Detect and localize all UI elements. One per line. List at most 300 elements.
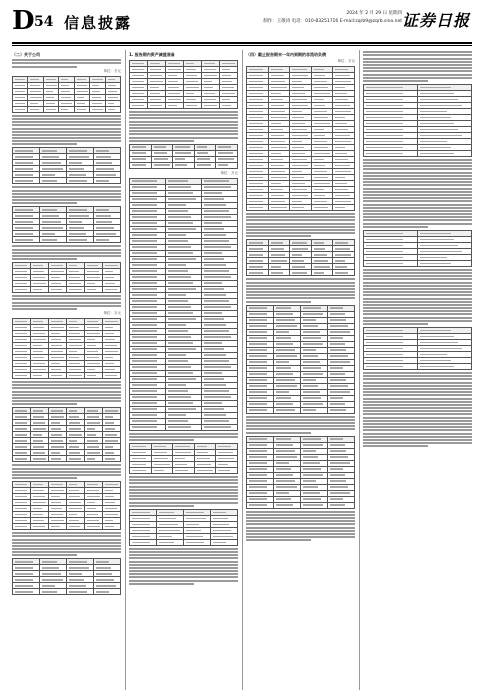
- table-row: [13, 237, 121, 243]
- table-cell: [31, 287, 49, 293]
- table-cell: [13, 524, 31, 530]
- table-cell: [13, 287, 31, 293]
- table-cell: [130, 162, 152, 168]
- text-line: [363, 197, 472, 199]
- text-line: [246, 285, 355, 287]
- text-line: [12, 305, 121, 307]
- table-cell: [364, 260, 418, 266]
- table-cell: [418, 260, 472, 266]
- table-cell: [31, 456, 49, 462]
- data-table: [129, 178, 238, 431]
- text-line: [246, 278, 355, 280]
- text-line: [246, 428, 355, 430]
- table-cell: [49, 524, 67, 530]
- block-title: （二）关于公司: [12, 52, 40, 57]
- table-row: [13, 106, 121, 112]
- text-line: [363, 404, 472, 406]
- table-cell: [247, 502, 274, 508]
- table-cell: [49, 373, 67, 379]
- table-cell: [268, 270, 290, 276]
- text-line: [363, 298, 472, 300]
- table-cell: [74, 106, 89, 112]
- table-cell: [13, 373, 31, 379]
- text-line: [363, 168, 472, 170]
- text-line: [363, 310, 472, 312]
- text-line: [12, 545, 121, 547]
- text-line: [363, 385, 472, 387]
- text-line: [12, 548, 121, 550]
- text-line: [363, 282, 472, 284]
- text-line: [246, 301, 311, 303]
- text-line: [363, 80, 428, 82]
- data-table: [12, 407, 121, 462]
- table-cell: [202, 424, 238, 430]
- table-cell: [247, 407, 274, 413]
- table-cell: [418, 364, 472, 370]
- text-line: [363, 269, 472, 271]
- table-cell: [290, 270, 312, 276]
- text-line: [12, 468, 121, 470]
- text-line: [12, 121, 121, 123]
- table-cell: [105, 106, 120, 112]
- text-line: [129, 482, 238, 484]
- text-line: [12, 397, 121, 399]
- text-line: [363, 175, 472, 177]
- table-cell: [31, 524, 49, 530]
- text-line: [363, 64, 472, 66]
- table-cell: [151, 468, 173, 474]
- table-row: [13, 456, 121, 462]
- data-table: [363, 230, 472, 267]
- table-cell: [13, 106, 28, 112]
- text-line: [246, 291, 355, 293]
- table-cell: [130, 468, 152, 474]
- text-line: [12, 252, 121, 254]
- text-line: [363, 200, 472, 202]
- text-line: [363, 58, 472, 60]
- text-line: [363, 433, 472, 435]
- text-line: [246, 419, 355, 421]
- table-cell: [85, 524, 103, 530]
- text-line: [12, 539, 121, 541]
- text-line: [129, 502, 238, 504]
- table-row: [130, 103, 238, 109]
- text-line: [12, 134, 121, 136]
- text-line: [363, 429, 472, 431]
- text-line: [129, 114, 238, 116]
- table-cell: [333, 205, 355, 211]
- text-line: [12, 140, 121, 142]
- table-cell: [220, 103, 238, 109]
- text-line: [12, 249, 121, 251]
- text-line: [12, 474, 121, 476]
- text-line: [12, 62, 121, 64]
- table-cell: [274, 407, 301, 413]
- text-line: [12, 196, 121, 198]
- data-table: [129, 60, 238, 109]
- text-line: [246, 282, 355, 284]
- table-cell: [13, 178, 40, 184]
- text-line: [363, 184, 472, 186]
- text-line: [363, 301, 472, 303]
- table-cell: [13, 237, 40, 243]
- table-cell: [94, 589, 121, 595]
- text-line: [363, 382, 472, 384]
- text-line: [12, 471, 121, 473]
- text-line: [12, 258, 77, 260]
- data-table: [363, 84, 472, 157]
- masthead: [12, 6, 472, 42]
- text-line: [363, 401, 472, 403]
- table-row: [13, 178, 121, 184]
- table-cell: [94, 237, 121, 243]
- text-line: [363, 423, 472, 425]
- table-cell: [13, 456, 31, 462]
- table-cell: [194, 162, 216, 168]
- text-line: [12, 128, 121, 130]
- text-line: [12, 542, 121, 544]
- table-cell: [184, 103, 202, 109]
- table-cell: [364, 364, 418, 370]
- data-table: [12, 206, 121, 243]
- table-cell: [328, 502, 355, 508]
- text-line: [246, 520, 355, 522]
- table-cell: [90, 106, 105, 112]
- text-line: [129, 548, 238, 550]
- text-line: [363, 372, 472, 374]
- text-line: [12, 124, 121, 126]
- block-title: （四）截止报告期末一年内到期的非流动负债: [246, 52, 326, 57]
- text-line: [129, 127, 238, 129]
- unit-note: 单位：万元: [103, 68, 121, 73]
- text-line: [12, 387, 121, 389]
- text-line: [129, 570, 238, 572]
- text-line: [12, 131, 121, 133]
- data-table: [12, 481, 121, 530]
- text-line: [363, 74, 472, 76]
- text-line: [12, 464, 121, 466]
- text-line: [246, 514, 355, 516]
- data-table: [12, 318, 121, 379]
- text-line: [12, 532, 121, 534]
- table-cell: [59, 106, 74, 112]
- table-cell: [40, 178, 67, 184]
- text-line: [129, 561, 238, 563]
- text-line: [129, 137, 238, 139]
- text-line: [12, 403, 77, 405]
- table-cell: [49, 456, 67, 462]
- table-row: [247, 205, 355, 211]
- text-line: [12, 186, 121, 188]
- text-line: [12, 302, 121, 304]
- table-cell: [40, 589, 67, 595]
- data-table: [129, 144, 238, 169]
- text-line: [363, 172, 472, 174]
- header-rule-thin: [12, 45, 472, 46]
- text-line: [363, 210, 472, 212]
- table-row: [130, 424, 238, 430]
- text-line: [129, 433, 238, 435]
- table-cell: [148, 103, 166, 109]
- text-line: [363, 223, 472, 225]
- text-line: [246, 288, 355, 290]
- text-line: [363, 291, 472, 293]
- text-line: [246, 213, 355, 215]
- text-line: [246, 530, 355, 532]
- table-cell: [67, 373, 85, 379]
- header-rule: [12, 42, 472, 44]
- table-row: [364, 150, 472, 156]
- table-row: [13, 524, 121, 530]
- text-line: [246, 226, 355, 228]
- table-cell: [184, 539, 211, 545]
- column-4: [363, 50, 472, 690]
- text-line: [129, 486, 238, 488]
- text-line: [363, 272, 472, 274]
- text-line: [363, 436, 472, 438]
- text-line: [363, 191, 472, 193]
- table-cell: [311, 205, 333, 211]
- text-line: [12, 381, 121, 383]
- text-line: [363, 194, 472, 196]
- date-line: 2024 年 2 月 29 日 星期四: [346, 11, 402, 16]
- data-table: [12, 76, 121, 113]
- text-line: [246, 432, 311, 434]
- text-line: [363, 188, 472, 190]
- text-line: [246, 223, 355, 225]
- data-table: [246, 66, 355, 211]
- text-line: [246, 539, 311, 541]
- table-cell: [274, 502, 301, 508]
- text-line: [129, 133, 238, 135]
- text-line: [246, 294, 355, 296]
- text-line: [363, 278, 472, 280]
- text-line: [129, 557, 238, 559]
- text-line: [363, 439, 472, 441]
- text-line: [129, 580, 238, 582]
- text-line: [246, 523, 355, 525]
- newspaper-logo: 证券日报: [401, 11, 470, 30]
- text-line: [363, 378, 472, 380]
- table-cell: [151, 162, 173, 168]
- text-line: [246, 533, 355, 535]
- text-line: [12, 245, 121, 247]
- table-row: [130, 468, 238, 474]
- column-divider: [359, 50, 360, 690]
- text-line: [129, 492, 238, 494]
- text-line: [12, 202, 77, 204]
- text-line: [12, 384, 121, 386]
- table-cell: [211, 539, 238, 545]
- text-line: [246, 511, 355, 513]
- text-line: [246, 416, 355, 418]
- table-cell: [103, 524, 121, 530]
- table-row: [247, 407, 355, 413]
- text-line: [129, 476, 238, 478]
- text-line: [12, 535, 121, 537]
- table-cell: [28, 106, 43, 112]
- table-cell: [301, 502, 328, 508]
- text-line: [129, 111, 238, 113]
- table-cell: [216, 468, 238, 474]
- text-line: [363, 294, 472, 296]
- text-line: [363, 410, 472, 412]
- table-cell: [67, 524, 85, 530]
- table-cell: [166, 103, 184, 109]
- table-cell: [130, 424, 166, 430]
- text-line: [246, 235, 311, 237]
- text-line: [363, 288, 472, 290]
- data-table: [129, 443, 238, 474]
- text-line: [129, 495, 238, 497]
- data-table: [246, 239, 355, 276]
- unit-note: 单位：万元: [103, 311, 121, 316]
- text-line: [12, 143, 77, 145]
- table-cell: [333, 270, 355, 276]
- text-line: [363, 275, 472, 277]
- table-row: [13, 373, 121, 379]
- text-line: [12, 193, 121, 195]
- text-line: [12, 308, 77, 310]
- text-line: [129, 583, 194, 585]
- text-line: [12, 551, 121, 553]
- text-line: [363, 181, 472, 183]
- table-cell: [43, 106, 58, 112]
- section-title: 信息披露: [64, 14, 133, 32]
- table-cell: [85, 287, 103, 293]
- table-cell: [85, 373, 103, 379]
- text-line: [12, 137, 121, 139]
- table-cell: [40, 237, 67, 243]
- text-line: [363, 426, 472, 428]
- table-cell: [94, 178, 121, 184]
- text-line: [129, 130, 238, 132]
- text-line: [363, 178, 472, 180]
- page-number: 54: [34, 14, 54, 30]
- text-line: [12, 199, 121, 201]
- text-line: [129, 124, 238, 126]
- text-line: [12, 190, 121, 192]
- text-line: [246, 536, 355, 538]
- table-cell: [67, 589, 94, 595]
- column-divider: [242, 50, 243, 690]
- text-line: [12, 477, 77, 479]
- text-line: [12, 118, 121, 120]
- table-cell: [67, 456, 85, 462]
- text-line: [363, 61, 472, 63]
- table-cell: [290, 205, 312, 211]
- text-line: [363, 54, 472, 56]
- table-cell: [157, 539, 184, 545]
- text-line: [363, 304, 472, 306]
- text-line: [363, 442, 472, 444]
- text-line: [129, 121, 238, 123]
- text-line: [246, 219, 355, 221]
- table-cell: [103, 373, 121, 379]
- text-line: [12, 59, 121, 61]
- data-table: [12, 147, 121, 184]
- table-cell: [194, 468, 216, 474]
- text-line: [12, 115, 121, 117]
- table-cell: [67, 287, 85, 293]
- table-cell: [173, 468, 195, 474]
- text-line: [246, 232, 355, 234]
- text-line: [12, 298, 121, 300]
- text-line: [12, 394, 121, 396]
- text-line: [363, 67, 472, 69]
- data-table: [246, 305, 355, 414]
- text-line: [363, 162, 472, 164]
- text-line: [363, 320, 472, 322]
- column-2: [129, 50, 238, 690]
- text-line: [12, 295, 121, 297]
- section-letter: D: [12, 6, 34, 36]
- table-cell: [173, 162, 195, 168]
- text-line: [12, 66, 77, 68]
- column-1: [12, 50, 121, 690]
- text-line: [12, 255, 121, 257]
- column-divider: [125, 50, 126, 690]
- table-row: [130, 162, 238, 168]
- table-cell: [31, 373, 49, 379]
- table-cell: [328, 407, 355, 413]
- text-line: [363, 417, 472, 419]
- table-cell: [67, 178, 94, 184]
- text-line: [363, 413, 472, 415]
- text-line: [129, 436, 238, 438]
- table-cell: [268, 205, 290, 211]
- text-line: [363, 159, 472, 161]
- table-cell: [364, 150, 418, 156]
- table-cell: [301, 407, 328, 413]
- text-line: [129, 554, 238, 556]
- text-line: [363, 391, 472, 393]
- column-3: [246, 50, 355, 690]
- data-table: [12, 558, 121, 595]
- text-line: [363, 204, 472, 206]
- text-line: [129, 564, 238, 566]
- text-line: [12, 391, 121, 393]
- table-cell: [311, 270, 333, 276]
- text-line: [246, 527, 355, 529]
- text-line: [363, 213, 472, 215]
- text-line: [246, 425, 355, 427]
- text-line: [363, 375, 472, 377]
- table-row: [247, 502, 355, 508]
- table-cell: [166, 424, 202, 430]
- text-line: [363, 226, 428, 228]
- data-table: [363, 327, 472, 370]
- table-row: [13, 287, 121, 293]
- data-table: [129, 509, 238, 546]
- text-line: [363, 165, 472, 167]
- text-line: [246, 297, 355, 299]
- text-line: [363, 394, 472, 396]
- table-cell: [85, 456, 103, 462]
- text-line: [12, 554, 77, 556]
- text-line: [129, 567, 238, 569]
- text-line: [129, 489, 238, 491]
- text-line: [363, 70, 472, 72]
- table-cell: [49, 287, 67, 293]
- text-line: [129, 479, 238, 481]
- text-line: [363, 51, 472, 53]
- text-line: [363, 207, 472, 209]
- table-row: [247, 270, 355, 276]
- text-line: [129, 505, 194, 507]
- data-table: [246, 436, 355, 509]
- table-row: [364, 260, 472, 266]
